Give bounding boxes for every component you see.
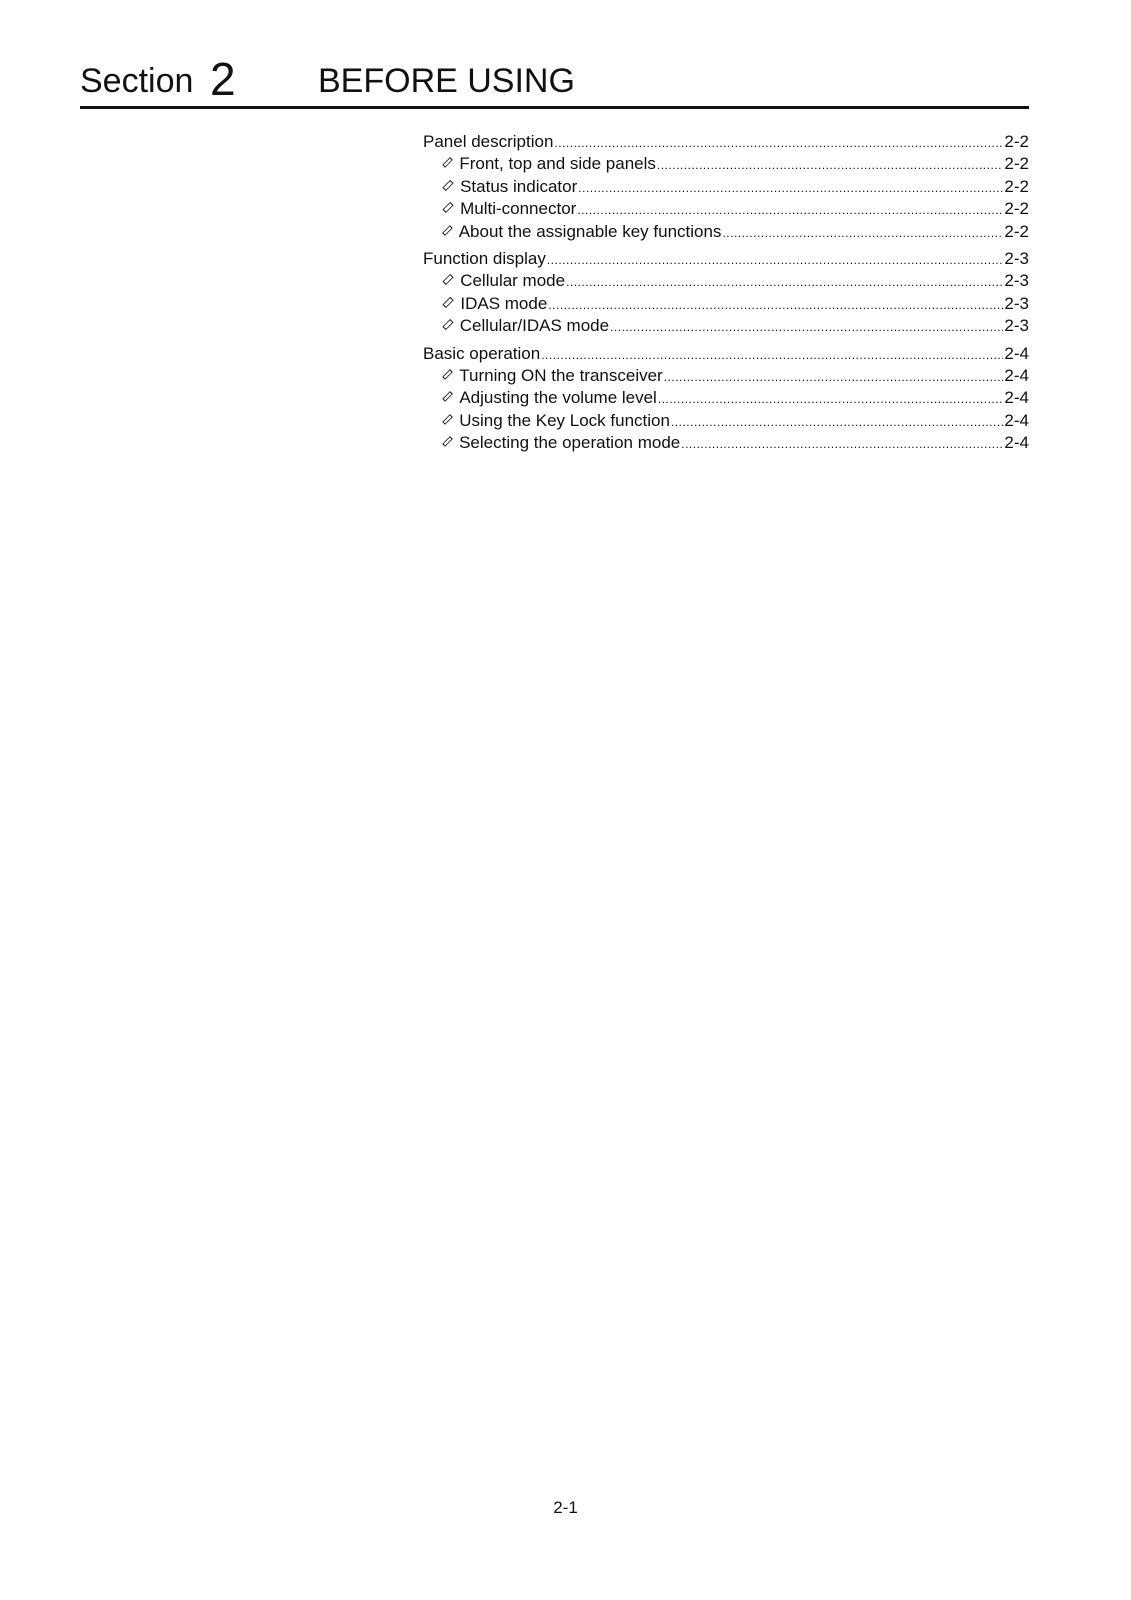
toc-entry-title: IDAS mode [460,293,548,313]
toc-subentry[interactable] [423,387,1029,409]
toc-entry-page: 2-4 [1004,365,1029,385]
toc-subentry[interactable] [423,410,1029,432]
dot-leader [610,316,1003,338]
toc-group [423,343,1029,455]
toc-subentry[interactable] [423,293,1029,315]
table-of-contents [423,131,1029,459]
toc-subentry[interactable] [423,270,1029,292]
toc-entry-title: About the assignable key functions [458,221,722,241]
toc-entry-page: 2-3 [1004,316,1029,336]
dot-leader [554,132,1003,154]
toc-entry-page: 2-2 [1004,221,1029,241]
toc-entry-page: 2-4 [1004,388,1029,408]
dot-leader [541,344,1003,366]
diamond-bullet-icon [442,157,453,168]
dot-leader [664,366,1004,388]
toc-subentry[interactable] [423,432,1029,454]
toc-entry-title: Basic operation [423,343,541,363]
section-header [80,53,1029,109]
toc-entry-page: 2-2 [1004,132,1029,151]
toc-entry-page: 2-4 [1004,433,1029,453]
section-title: BEFORE USING [318,62,575,100]
toc-subentry[interactable] [423,315,1029,337]
diamond-bullet-icon [442,202,453,213]
dot-leader [657,154,1004,176]
toc-group [423,248,1029,338]
dot-leader [578,177,1003,199]
diamond-bullet-icon [442,225,452,235]
section-number: 2 [210,53,236,105]
toc-subentry[interactable] [423,221,1029,243]
toc-entry-title: Cellular/IDAS mode [459,316,610,336]
dot-leader [548,294,1003,316]
toc-entry-title: Function display [423,248,546,268]
toc-entry-page: 2-4 [1004,343,1029,363]
diamond-bullet-icon [442,180,453,191]
section-label: Section [80,62,194,100]
page-number: 2-1 [553,1498,578,1517]
toc-subentry[interactable] [423,198,1029,220]
toc-entry-title: Adjusting the volume level [459,388,657,408]
toc-subentry[interactable] [423,153,1029,175]
toc-entry-page: 2-3 [1004,271,1029,291]
diamond-bullet-icon [442,319,453,330]
toc-group [423,131,1029,243]
dot-leader [577,199,1003,221]
toc-entry-title: Front, top and side panels [459,154,656,174]
toc-entry-title: Turning ON the transceiver [459,365,663,385]
dot-leader [722,222,1003,244]
toc-entry-title: Using the Key Lock function [459,410,670,430]
toc-entry[interactable] [423,248,1029,270]
toc-entry-title: Cellular mode [460,271,566,291]
toc-entry-page: 2-3 [1004,293,1029,313]
dot-leader [658,388,1004,410]
toc-entry-title: Selecting the operation mode [459,433,681,453]
toc-entry-page: 2-2 [1004,176,1029,196]
toc-entry[interactable] [423,343,1029,365]
toc-entry-page: 2-2 [1004,154,1029,174]
toc-entry-page: 2-4 [1004,410,1029,430]
dot-leader [671,411,1003,433]
toc-entry-page: 2-3 [1004,248,1029,268]
diamond-bullet-icon [442,391,453,402]
diamond-bullet-icon [442,436,453,447]
toc-subentry[interactable] [423,176,1029,198]
dot-leader [566,271,1003,293]
diamond-bullet-icon [442,414,453,425]
toc-entry-page: 2-2 [1004,199,1029,219]
diamond-bullet-icon [442,369,453,380]
toc-entry[interactable] [423,131,1029,153]
toc-subentry[interactable] [423,365,1029,387]
toc-entry-title: Panel description [423,132,554,151]
diamond-bullet-icon [442,297,453,308]
dot-leader [681,433,1003,455]
dot-leader [547,249,1004,271]
toc-entry-title: Multi-connector [460,199,577,219]
toc-entry-title: Status indicator [460,176,578,196]
diamond-bullet-icon [442,274,453,285]
